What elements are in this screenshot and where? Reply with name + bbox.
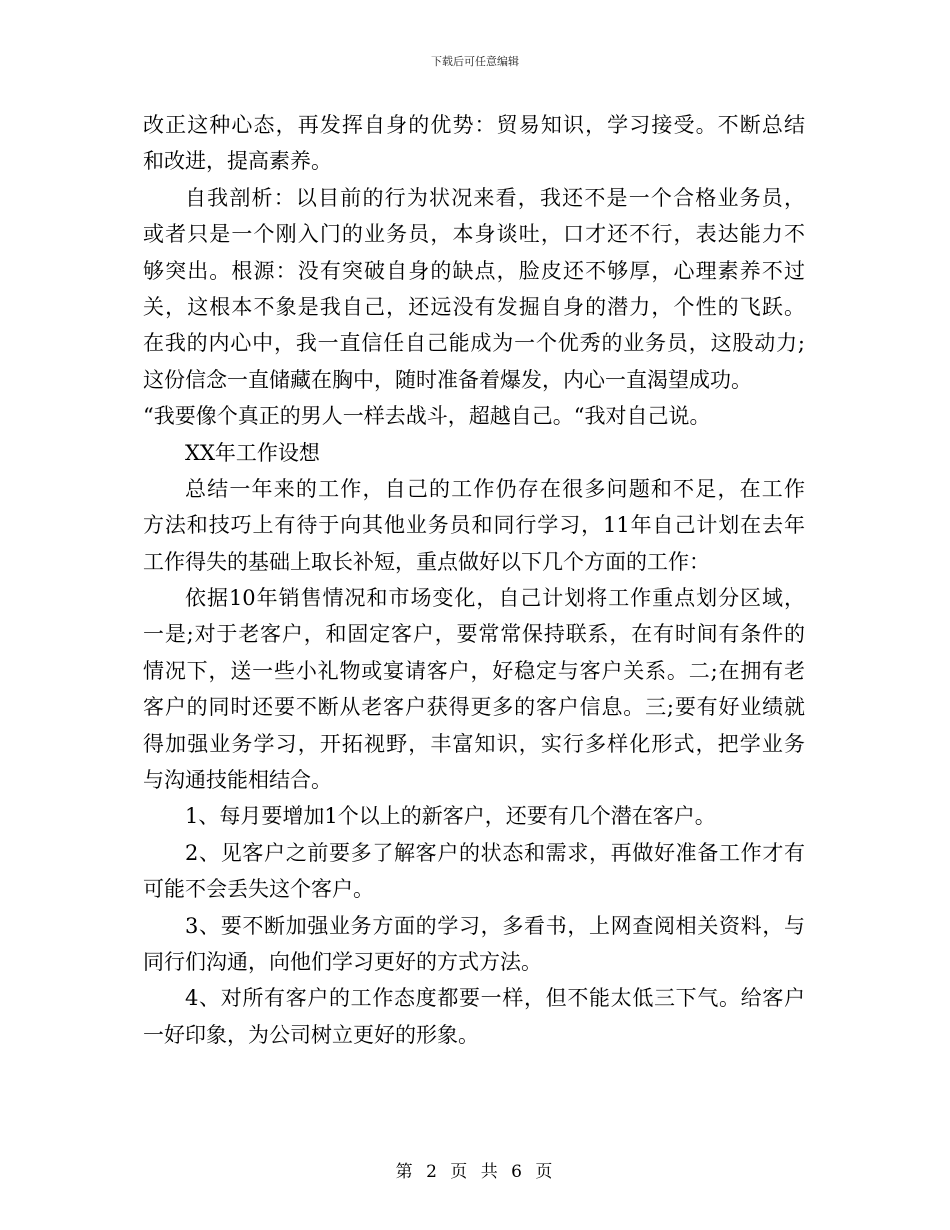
text-line: 工作得失的基础上取长补短，重点做好以下几个方面的工作： xyxy=(143,549,710,574)
text-line: 在我的内心中，我一直信任自己能成为一个优秀的业务员，这股动力; xyxy=(143,331,805,356)
text-line: 得加强业务学习，开拓视野，丰富知识，实行多样化形式，把学业务 xyxy=(143,731,805,756)
text-line: 方法和技巧上有待于向其他业务员和同行学习，11年自己计划在去年 xyxy=(143,513,805,538)
text-line: 一好印象，为公司树立更好的形象。 xyxy=(143,1022,479,1047)
list-item: 4、对所有客户的工作态度都要一样，但不能太低三下气。给客户 xyxy=(185,986,805,1011)
section-heading: XX年工作设想 xyxy=(185,440,320,465)
text-line: 同行们沟通，向他们学习更好的方式方法。 xyxy=(143,949,542,974)
document-body xyxy=(143,107,805,1053)
text-line: 这份信念一直储藏在胸中，随时准备着爆发，内心一直渴望成功。 xyxy=(143,367,752,392)
text-line: 总结一年来的工作，自己的工作仍存在很多问题和不足，在工作 xyxy=(185,476,805,501)
page-number: 第 2 页 共 6 页 xyxy=(395,1162,555,1182)
text-line: “我要像个真正的男人一样去战斗，超越自己。“我对自己说。 xyxy=(143,404,711,429)
text-line: 客户的同时还要不断从老客户获得更多的客户信息。三;要有好业绩就 xyxy=(143,695,805,720)
text-line: 关，这根本不象是我自己，还远没有发掘自身的潜力，个性的飞跃。 xyxy=(143,294,805,319)
text-line: 改正这种心态，再发挥自身的优势：贸易知识，学习接受。不断总结 xyxy=(143,113,805,137)
text-line: 或者只是一个刚入门的业务员，本身谈吐，口才还不行，表达能力不 xyxy=(143,222,805,247)
text-line: 可能不会丢失这个客户。 xyxy=(143,877,374,902)
list-item: 3、要不断加强业务方面的学习，多看书，上网查阅相关资料，与 xyxy=(185,913,805,938)
text-line: 与沟通技能相结合。 xyxy=(143,768,332,793)
list-item: 2、见客户之前要多了解客户的状态和需求，再做好准备工作才有 xyxy=(185,840,805,865)
text-line: 依据10年销售情况和市场变化，自己计划将工作重点划分区域， xyxy=(185,586,805,611)
list-item: 1、每月要增加1个以上的新客户，还要有几个潜在客户。 xyxy=(185,804,716,829)
text-line: 自我剖析：以目前的行为状况来看，我还不是一个合格业务员， xyxy=(185,185,805,210)
text-line: 够突出。根源：没有突破自身的缺点，脸皮还不够厚，心理素养不过 xyxy=(143,258,805,283)
text-line: 情况下，送一些小礼物或宴请客户，好稳定与客户关系。二;在拥有老 xyxy=(143,658,805,683)
text-line: 和改进，提高素养。 xyxy=(143,149,332,174)
page-header: 下载后可任意编辑 xyxy=(431,55,519,68)
text-line: 一是;对于老客户，和固定客户，要常常保持联系，在有时间有条件的 xyxy=(143,622,805,647)
